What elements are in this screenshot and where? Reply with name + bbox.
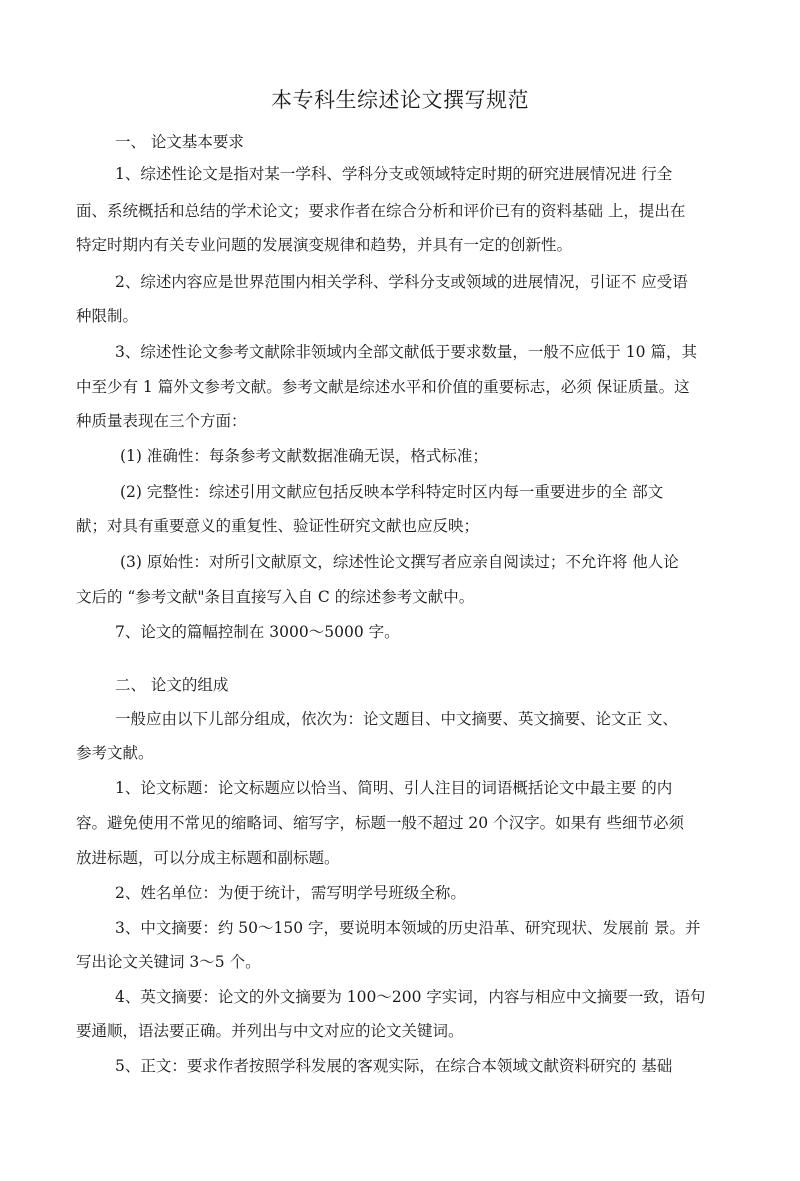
paragraph-line: 中至少有 1 篇外文参考文献。参考文献是综述水平和价值的重要标志，必须 保证质量。这 bbox=[76, 378, 690, 396]
paragraph-line: 2、综述内容应是世界范围内相关学科、学科分支或领域的进展情况，引证不 应受语 bbox=[115, 273, 688, 291]
section-heading-composition: 二、 论文的组成 bbox=[115, 676, 229, 694]
paragraph-line: 写出论文关键词 3～5 个。 bbox=[76, 953, 261, 971]
paragraph-line: 容。避免使用不常见的缩略词、缩写字，标题一般不超过 20 个汉字。如果有 些细节必须 bbox=[76, 814, 685, 832]
paragraph-line: 放进标题，可以分成主标题和副标题。 bbox=[76, 849, 340, 867]
paragraph-line: 特定时期内有关专业问题的发展演变规律和趋势，并具有一定的创新性。 bbox=[76, 236, 573, 254]
list-item-accuracy: (1) 准确性：每条参考文献数据准确无误，格式标准； bbox=[120, 447, 488, 465]
paragraph-line: 种限制。 bbox=[76, 307, 139, 325]
paragraph-line: 5、正文：要求作者按照学科发展的客观实际，在综合本领域文献资料研究的 基础 bbox=[115, 1057, 673, 1075]
list-item-completeness: (2) 完整性：综述引用文献应包括反映本学科特定时区内每一重要进步的全 部文 bbox=[120, 483, 664, 501]
paragraph-line: 文后的 “参考文献"条目直接写入自 C 的综述参考文献中。 bbox=[76, 588, 475, 606]
paragraph-line: 4、英文摘要：论文的外文摘要为 100～200 字实词，内容与相应中文摘要一致，语句 bbox=[115, 988, 706, 1006]
paragraph-line: 3、中文摘要：约 50～150 字，要说明本领域的历史沿革、研究现状、发展前 景。并 bbox=[115, 919, 701, 937]
paragraph-line: 参考文献。 bbox=[76, 744, 154, 762]
paragraph-line: 3、综述性论文参考文献除非领域内全部文献低于要求数量，一般不应低于 10 篇，其 bbox=[115, 343, 697, 361]
paragraph-line: 献；对具有重要意义的重复性、验证性研究文献也应反映； bbox=[76, 517, 480, 535]
paragraph-line: 2、姓名单位：为便于统计，需写明学号班级全称。 bbox=[115, 884, 466, 902]
paragraph-line: 要通顺，语法要正确。并列出与中文对应的论文关键词。 bbox=[76, 1022, 464, 1040]
paragraph-line: 1、综述性论文是指对某一学科、学科分支或领域特定时期的研究进展情况进 行全 bbox=[115, 165, 673, 183]
section-heading-requirements: 一、 论文基本要求 bbox=[115, 133, 244, 151]
list-item-originality: (3) 原始性：对所引文献原文，综述性论文撰写者应亲自阅读过；不允许将 他人论 bbox=[120, 553, 679, 571]
document-title: 本专科生综述论文撰写规范 bbox=[271, 88, 529, 112]
paragraph-line: 7、论文的篇幅控制在 3000～5000 字。 bbox=[115, 623, 400, 641]
paragraph-line: 种质量表现在三个方面： bbox=[76, 412, 247, 430]
paragraph-line: 一般应由以下儿部分组成，依次为：论文题目、中文摘要、英文摘要、论文正 文、 bbox=[115, 710, 678, 728]
paragraph-line: 面、系统概括和总结的学术论文；要求作者在综合分析和评价已有的资料基础 上，提出在 bbox=[76, 202, 686, 220]
paragraph-line: 1、论文标题：论文标题应以恰当、简明、引人注目的词语概括论文中最主要 的内 bbox=[115, 779, 673, 797]
